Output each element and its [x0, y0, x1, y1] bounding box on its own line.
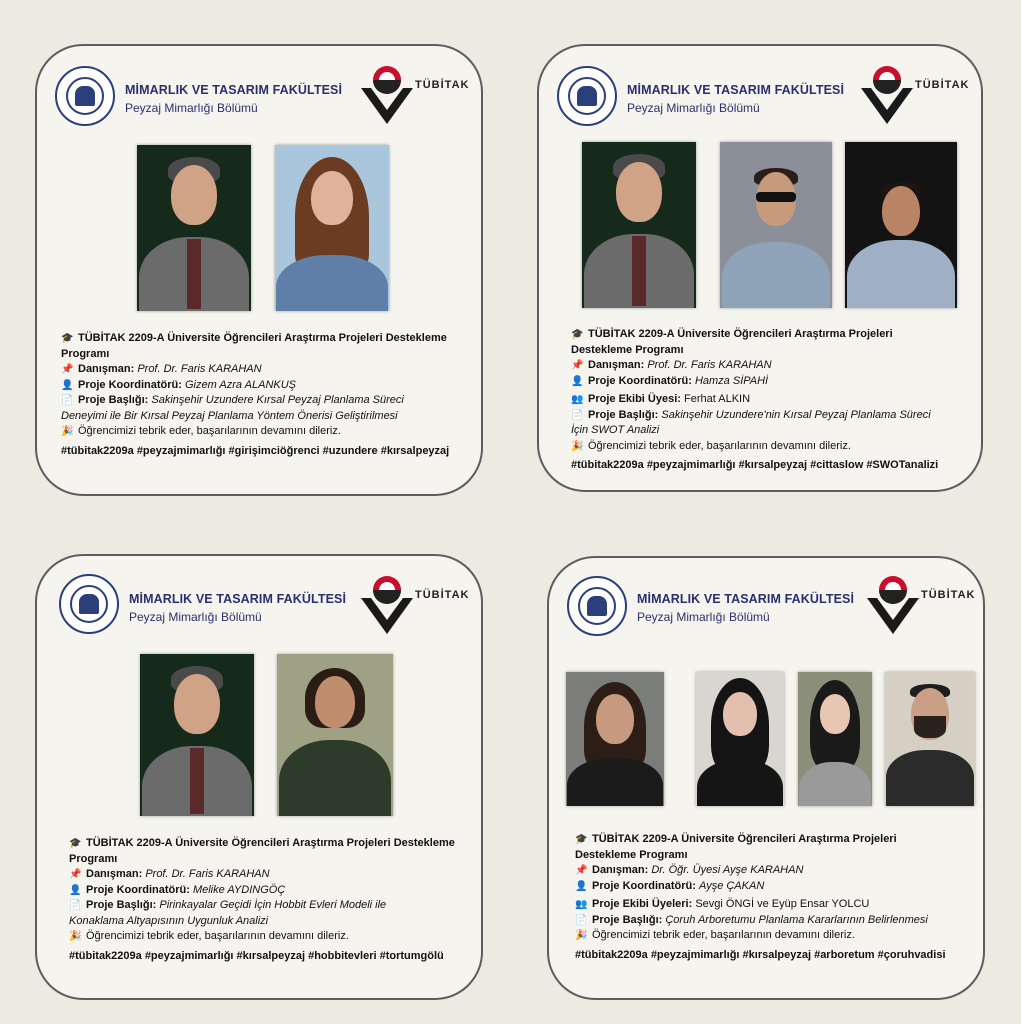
coordinator-label: Proje Koordinatörü:: [588, 374, 692, 387]
advisor-label: Danışman:: [592, 864, 649, 876]
photo-advisor: [566, 672, 664, 806]
card-2: [537, 44, 983, 492]
photo-advisor: [137, 145, 251, 311]
project-title: Çoruh Arboretumu Planlama Kararlarının Belirlenmesi: [665, 913, 928, 926]
graduation-cap-icon: 🎓: [575, 834, 588, 845]
program-name-cont: Programı: [69, 852, 118, 865]
program-name-cont: Destekleme Programı: [571, 343, 684, 356]
tubitak-logo: [359, 64, 469, 126]
hashtags: #tübitak2209a #peyzajmimarlığı #kırsalpeyzaj #hobbitevleri #tortumgölü: [69, 949, 444, 962]
title-label: Proje Başlığı:: [588, 408, 659, 421]
project-title: Sakinşehir Uzundere'nin Kırsal Peyzaj Planlama Süreci: [661, 408, 931, 421]
photo-member: [845, 142, 957, 308]
congrats-text: Öğrencimizi tebrik eder, başarılarının devamını dileriz.: [588, 439, 851, 452]
tubitak-emblem-icon: [359, 64, 415, 126]
tubitak-wordmark: TÜBİTAK: [415, 79, 470, 91]
card-1-text: [61, 331, 481, 459]
document-icon: 📄: [575, 914, 588, 926]
program-name: TÜBİTAK 2209-A Üniversite Öğrencileri Araştırma Projeleri Destekleme: [86, 837, 455, 849]
photo-coordinator: [277, 654, 393, 816]
tubitak-emblem-icon: [865, 574, 921, 636]
pushpin-icon: 📌: [571, 360, 584, 371]
card-3: [35, 554, 483, 1000]
photo-advisor: [140, 654, 254, 816]
pushpin-icon: 📌: [61, 364, 74, 375]
people-icon: 👥: [575, 899, 588, 910]
project-title: Pirinkayalar Geçidi İçin Hobbit Evleri Modeli ile: [159, 899, 387, 911]
card-4-text: [575, 832, 985, 963]
advisor-name: Prof. Dr. Faris KARAHAN: [145, 868, 270, 880]
department-name: Peyzaj Mimarlığı Bölümü: [125, 101, 258, 115]
project-title-cont: Deneyimi ile Bir Kırsal Peyzaj Planlama Yöntem Önerisi Geliştirilmesi: [61, 409, 398, 422]
tubitak-wordmark: TÜBİTAK: [921, 589, 976, 601]
tubitak-wordmark: TÜBİTAK: [915, 79, 970, 91]
hashtags: #tübitak2209a #peyzajmimarlığı #kırsalpeyzaj #arboretum #çoruhvadisi: [575, 948, 946, 961]
project-title-cont: Konaklama Altyapısının Uygunluk Analizi: [69, 914, 269, 927]
card-4: [547, 556, 985, 1000]
party-popper-icon: 🎉: [575, 930, 588, 941]
advisor-name: Dr. Öğr. Üyesi Ayşe KARAHAN: [651, 864, 804, 876]
project-title-cont: İçin SWOT Analizi: [571, 424, 660, 436]
title-label: Proje Başlığı:: [78, 394, 149, 406]
member-label: Proje Ekibi Üyesi:: [588, 393, 681, 405]
university-seal-icon: [567, 576, 627, 636]
title-label: Proje Başlığı:: [592, 913, 663, 926]
pushpin-icon: 📌: [69, 869, 82, 880]
people-icon: 👥: [571, 394, 584, 405]
party-popper-icon: 🎉: [61, 426, 74, 437]
faculty-title: MİMARLIK VE TASARIM FAKÜLTESİ: [637, 592, 855, 606]
photo-member-2: [885, 672, 975, 806]
document-icon: 📄: [69, 900, 82, 911]
program-name: TÜBİTAK 2209-A Üniversite Öğrencileri Araştırma Projeleri Destekleme: [78, 332, 447, 344]
coordinator-label: Proje Koordinatörü:: [86, 883, 190, 896]
graduation-cap-icon: 🎓: [571, 329, 584, 340]
coordinator-label: Proje Koordinatörü:: [592, 879, 696, 892]
hashtags: #tübitak2209a #peyzajmimarlığı #kırsalpeyzaj #cittaslow #SWOTanalizi: [571, 459, 939, 471]
tubitak-wordmark: TÜBİTAK: [415, 589, 470, 601]
congrats-text: Öğrencimizi tebrik eder, başarılarının devamını dileriz.: [86, 930, 349, 942]
coordinator-label: Proje Koordinatörü:: [78, 378, 182, 391]
program-name: TÜBİTAK 2209-A Üniversite Öğrencileri Araştırma Projeleri: [588, 328, 893, 340]
project-title: Sakinşehir Uzundere Kırsal Peyzaj Planlama Süreci: [151, 394, 404, 406]
photo-coordinator: [275, 145, 389, 311]
program-name: TÜBİTAK 2209-A Üniversite Öğrencileri Araştırma Projeleri: [592, 833, 897, 845]
members-names: Sevgi ÖNGİ ve Eyüp Ensar YOLCU: [695, 898, 870, 910]
university-seal-icon: [59, 574, 119, 634]
party-popper-icon: 🎉: [571, 440, 584, 452]
photo-member-1: [798, 672, 872, 806]
coordinator-name: Melike AYDINGÖÇ: [192, 883, 286, 896]
department-name: Peyzaj Mimarlığı Bölümü: [129, 610, 262, 624]
members-label: Proje Ekibi Üyeleri:: [592, 898, 693, 910]
tubitak-emblem-icon: [859, 64, 915, 126]
program-name-cont: Destekleme Programı: [575, 848, 688, 861]
advisor-label: Danışman:: [78, 363, 135, 375]
advisor-name: Prof. Dr. Faris KARAHAN: [647, 359, 772, 371]
title-label: Proje Başlığı:: [86, 899, 157, 911]
tubitak-logo: [865, 574, 975, 636]
photo-coordinator: [696, 672, 784, 806]
graduation-cap-icon: 🎓: [69, 838, 82, 849]
coordinator-name: Gizem Azra ALANKUŞ: [184, 378, 297, 391]
card-3-text: [69, 836, 479, 964]
advisor-label: Danışman:: [86, 868, 143, 880]
graduation-cap-icon: 🎓: [61, 333, 74, 344]
program-name-cont: Programı: [61, 347, 110, 360]
person-icon: 👤: [571, 375, 584, 387]
congrats-text: Öğrencimizi tebrik eder, başarılarının devamını dileriz.: [592, 929, 855, 941]
card-1: [35, 44, 483, 496]
member-name: Ferhat ALKIN: [684, 393, 751, 405]
card-2-text: [571, 327, 981, 474]
advisor-label: Danışman:: [588, 359, 645, 371]
photo-coordinator: [720, 142, 832, 308]
document-icon: 📄: [571, 409, 584, 421]
faculty-title: MİMARLIK VE TASARIM FAKÜLTESİ: [129, 592, 347, 606]
faculty-title: MİMARLIK VE TASARIM FAKÜLTESİ: [125, 83, 343, 97]
person-icon: 👤: [575, 880, 588, 892]
coordinator-name: Ayşe ÇAKAN: [698, 879, 765, 892]
congrats-text: Öğrencimizi tebrik eder, başarılarının devamını dileriz.: [78, 425, 341, 437]
document-icon: 📄: [61, 395, 74, 406]
party-popper-icon: 🎉: [69, 931, 82, 942]
department-name: Peyzaj Mimarlığı Bölümü: [637, 610, 770, 624]
faculty-title: MİMARLIK VE TASARIM FAKÜLTESİ: [627, 83, 845, 97]
pushpin-icon: 📌: [575, 865, 588, 876]
advisor-name: Prof. Dr. Faris KARAHAN: [137, 363, 262, 375]
tubitak-emblem-icon: [359, 574, 415, 636]
department-name: Peyzaj Mimarlığı Bölümü: [627, 101, 760, 115]
university-seal-icon: [55, 66, 115, 126]
person-icon: 👤: [69, 884, 82, 896]
tubitak-logo: [859, 64, 969, 126]
person-icon: 👤: [61, 379, 74, 391]
university-seal-icon: [557, 66, 617, 126]
coordinator-name: Hamza SİPAHİ: [694, 374, 769, 387]
tubitak-logo: [359, 574, 469, 636]
photo-advisor: [582, 142, 696, 308]
hashtags: #tübitak2209a #peyzajmimarlığı #girişimciöğrenci #uzundere #kırsalpeyzaj: [61, 444, 450, 457]
